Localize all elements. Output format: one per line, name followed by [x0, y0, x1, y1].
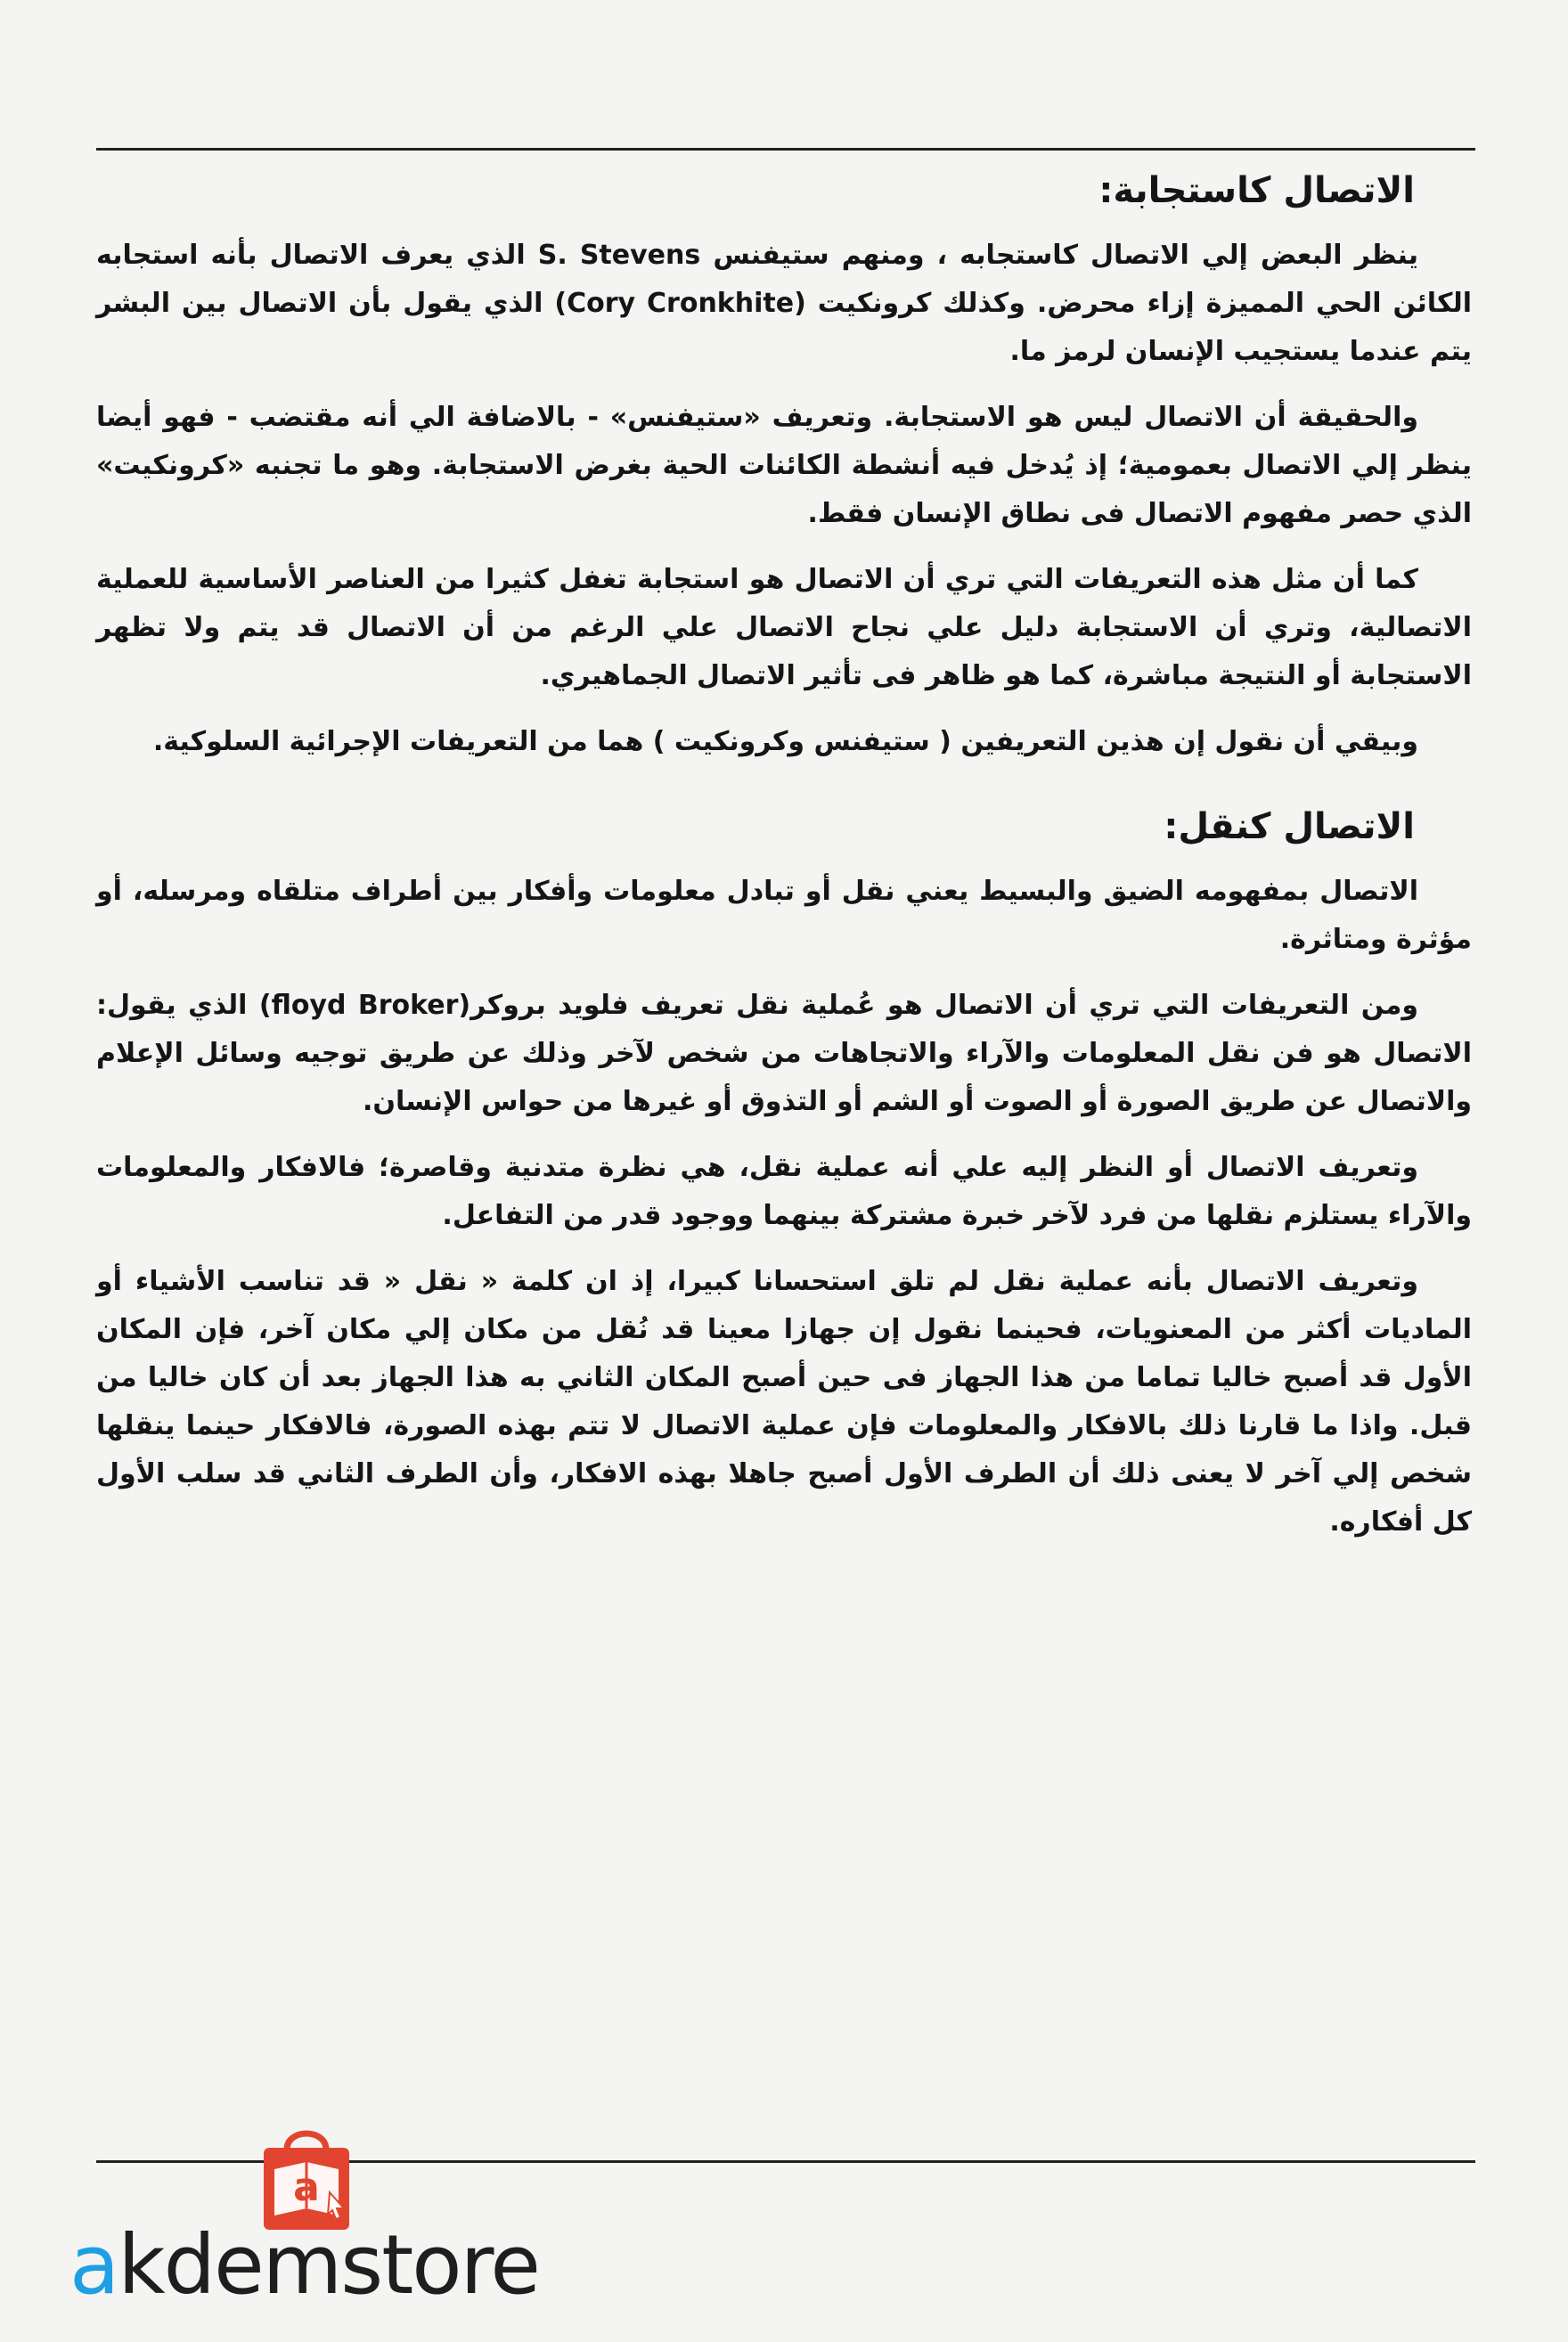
- paragraph: وتعريف الاتصال بأنه عملية نقل لم تلق استحسانا كبيرا، إذ ان كلمة « نقل « قد تناسب الأشياء أو الماديات أكثر من المعنويات، فحينما نقول إن جهازا معينا قد نُقل من مكان إلي مكان آخر، فإن المكان الأول قد أصبح خاليا تماما من هذا الجهاز فى حين أصبح المكان الثاني به هذا الجهاز بعد أن كان خاليا من قبل. واذا ما قارنا ذلك بالافكار والمعلومات فإن عملية الاتصال لا تتم بهذه الصورة، فالافكار حينما ينقلها شخص إلي آخر لا يعنى ذلك أن الطرف الأول أصبح جاهلا بهذه الافكار، وأن الطرف الثاني قد سلب الأول كل أفكاره.: [96, 1266, 1472, 1538]
- paragraph: ينظر البعض إلي الاتصال كاستجابه ، ومنهم ستيفنس S. Stevens الذي يعرف الاتصال بأنه استجابه الكائن الحي المميزة إزاء محرض. وكذلك كرونكيت (Cory Cronkhite) الذي يقول بأن الاتصال بين البشر يتم عندما يستجيب الإنسان لرمز ما.: [96, 240, 1473, 367]
- paragraph: وبيقي أن نقول إن هذين التعريفين ( ستيفنس وكرونكيت ) هما من التعريفات الإجرائية السلوكية.: [152, 726, 1418, 757]
- page-content: [96, 162, 1472, 1564]
- logo-wordmark: akdemstore: [69, 2217, 539, 2313]
- paragraph: والحقيقة أن الاتصال ليس هو الاستجابة. وتعريف «ستيفنس» - بالاضافة الي أنه مقتضب - فهو أيضا ينظر إلي الاتصال بعمومية؛ إذ يُدخل فيه أنشطة الكائنات الحية بغرض الاستجابة. وهو ما تجنبه «كرونكيت» الذي حصر مفهوم الاتصال فى نطاق الإنسان فقط.: [96, 402, 1472, 529]
- paragraph: ومن التعريفات التي تري أن الاتصال هو عُملية نقل تعريف فلويد بروكر(floyd Broker) الذي يقول: الاتصال هو فن نقل المعلومات والآراء والاتجاهات من شخص لآخر وذلك عن طريق توجيه وسائل الإعلام والاتصال عن طريق الصورة أو الصوت أو الشم أو التذوق أو غيرها من حواس الإنسان.: [96, 990, 1472, 1117]
- paragraph: كما أن مثل هذه التعريفات التي تري أن الاتصال هو استجابة تغفل كثيرا من العناصر الأساسية للعملية الاتصالية، وتري أن الاستجابة دليل علي نجاح الاتصال علي الرغم من أن الاتصال قد يتم ولا تظهر الاستجابة أو النتيجة مباشرة، كما هو ظاهر فى تأثير الاتصال الجماهيري.: [96, 564, 1472, 691]
- top-rule: [96, 148, 1475, 151]
- section-heading-transfer: الاتصال كنقل:: [1164, 806, 1415, 847]
- paragraph: الاتصال بمفهومه الضيق والبسيط يعني نقل أو تبادل معلومات وأفكار بين أطراف متلقاه ومرسله، أو مؤثرة ومتاثرة.: [96, 876, 1472, 955]
- paragraph: وتعريف الاتصال أو النظر إليه علي أنه عملية نقل، هي نظرة متدنية وقاصرة؛ فالافكار والمعلومات والآراء يستلزم نقلها من فرد لآخر خبرة مشتركة بينهما ووجود قدر من التفاعل.: [96, 1152, 1472, 1231]
- akdemstore-logo: [69, 2116, 539, 2313]
- svg-text:a: a: [293, 2165, 320, 2210]
- section-heading-response: الاتصال كاستجابة:: [1098, 170, 1415, 211]
